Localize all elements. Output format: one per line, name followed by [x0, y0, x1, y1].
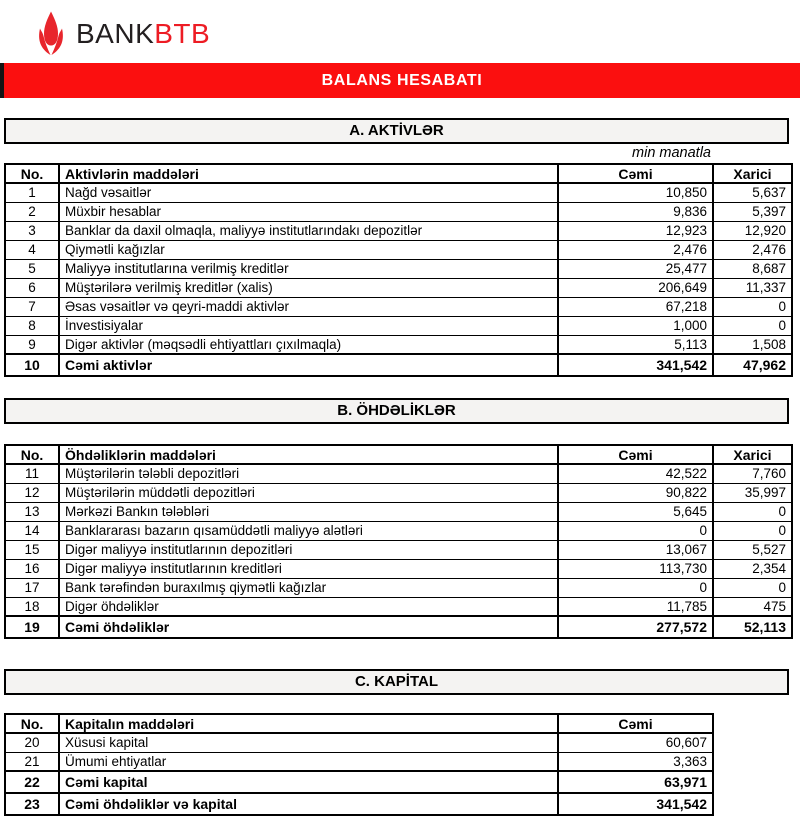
row-number: 11	[5, 464, 59, 483]
row-foreign-value: 0	[713, 316, 792, 335]
table-row-total-assets	[5, 354, 792, 376]
liabilities-table	[4, 444, 793, 639]
table-row	[5, 183, 792, 202]
row-label: Cəmi kapital	[59, 771, 558, 793]
row-foreign-value: 0	[713, 578, 792, 597]
row-total-value: 0	[558, 578, 713, 597]
row-label: Cəmi aktivlər	[59, 354, 558, 376]
row-label: Mərkəzi Bankın tələbləri	[59, 502, 558, 521]
row-total-value: 113,730	[558, 559, 713, 578]
row-label: Müştərilərin müddətli depozitləri	[59, 483, 558, 502]
row-total-value: 11,785	[558, 597, 713, 616]
row-foreign-value: 35,997	[713, 483, 792, 502]
row-foreign-value: 475	[713, 597, 792, 616]
row-number: 17	[5, 578, 59, 597]
row-number: 6	[5, 278, 59, 297]
row-number: 4	[5, 240, 59, 259]
col-items: Aktivlərin maddələri	[59, 164, 558, 183]
section-a-header: A. AKTİVLƏR	[4, 118, 789, 144]
row-number: 19	[5, 616, 59, 638]
row-foreign-value: 52,113	[713, 616, 792, 638]
row-foreign-value: 0	[713, 521, 792, 540]
row-total-value: 2,476	[558, 240, 713, 259]
row-label: Cəmi öhdəliklər	[59, 616, 558, 638]
row-number: 12	[5, 483, 59, 502]
row-total-value: 67,218	[558, 297, 713, 316]
row-foreign-value: 2,476	[713, 240, 792, 259]
table-row	[5, 278, 792, 297]
row-label: Nağd vəsaitlər	[59, 183, 558, 202]
table-row	[5, 597, 792, 616]
table-row	[5, 559, 792, 578]
row-number: 18	[5, 597, 59, 616]
capital-table-header	[5, 714, 713, 733]
row-number: 10	[5, 354, 59, 376]
table-row	[5, 733, 713, 752]
table-row	[5, 521, 792, 540]
row-label: Ümumi ehtiyatlar	[59, 752, 558, 771]
row-number: 14	[5, 521, 59, 540]
row-number: 1	[5, 183, 59, 202]
row-total-value: 341,542	[558, 354, 713, 376]
row-number: 5	[5, 259, 59, 278]
row-total-value: 13,067	[558, 540, 713, 559]
table-row	[5, 578, 792, 597]
col-total: Cəmi	[558, 164, 713, 183]
row-label: Digər maliyyə institutlarının kreditləri	[59, 559, 558, 578]
col-no: No.	[5, 445, 59, 464]
col-items: Kapitalın maddələri	[59, 714, 558, 733]
table-row	[5, 202, 792, 221]
bank-name	[76, 17, 211, 49]
bank-name-red: BTB	[154, 17, 211, 49]
assets-table	[4, 163, 793, 377]
row-label: İnvestisiyalar	[59, 316, 558, 335]
table-row-total-liabilities-and-capital	[5, 793, 713, 815]
col-foreign: Xarici	[713, 445, 792, 464]
col-total: Cəmi	[558, 445, 713, 464]
liabilities-table-header	[5, 445, 792, 464]
flame-icon	[36, 9, 66, 57]
table-row	[5, 240, 792, 259]
row-label: Banklararası bazarın qısamüddətli maliyyə alətləri	[59, 521, 558, 540]
report-title-banner	[0, 63, 800, 98]
table-row	[5, 752, 713, 771]
row-number: 23	[5, 793, 59, 815]
row-total-value: 3,363	[558, 752, 713, 771]
capital-table	[4, 713, 714, 816]
row-label: Qiymətli kağızlar	[59, 240, 558, 259]
row-total-value: 277,572	[558, 616, 713, 638]
table-row-total-liabilities	[5, 616, 792, 638]
units-note: min manatla	[632, 145, 711, 161]
row-total-value: 63,971	[558, 771, 713, 793]
row-label: Müştərilərə verilmiş kreditlər (xalis)	[59, 278, 558, 297]
table-row	[5, 502, 792, 521]
row-total-value: 9,836	[558, 202, 713, 221]
row-total-value: 5,113	[558, 335, 713, 354]
row-total-value: 1,000	[558, 316, 713, 335]
row-total-value: 60,607	[558, 733, 713, 752]
row-label: Müştərilərin tələbli depozitləri	[59, 464, 558, 483]
row-total-value: 206,649	[558, 278, 713, 297]
col-items: Öhdəliklərin maddələri	[59, 445, 558, 464]
row-foreign-value: 47,962	[713, 354, 792, 376]
row-number: 22	[5, 771, 59, 793]
col-total: Cəmi	[558, 714, 713, 733]
bank-logo	[0, 0, 800, 63]
row-number: 15	[5, 540, 59, 559]
row-label: Maliyyə institutlarına verilmiş kreditlər	[59, 259, 558, 278]
row-number: 8	[5, 316, 59, 335]
row-label: Digər aktivlər (məqsədli ehtiyattları çıxılmaqla)	[59, 335, 558, 354]
row-number: 9	[5, 335, 59, 354]
section-c-header: C. KAPİTAL	[4, 669, 789, 695]
row-total-value: 42,522	[558, 464, 713, 483]
row-total-value: 341,542	[558, 793, 713, 815]
bank-name-dark: BANK	[76, 17, 155, 49]
row-foreign-value: 0	[713, 297, 792, 316]
row-number: 20	[5, 733, 59, 752]
col-foreign: Xarici	[713, 164, 792, 183]
row-total-value: 5,645	[558, 502, 713, 521]
row-number: 3	[5, 221, 59, 240]
row-number: 16	[5, 559, 59, 578]
row-foreign-value: 7,760	[713, 464, 792, 483]
row-total-value: 0	[558, 521, 713, 540]
row-label: Cəmi öhdəliklər və kapital	[59, 793, 558, 815]
table-row	[5, 221, 792, 240]
row-foreign-value: 12,920	[713, 221, 792, 240]
row-foreign-value: 2,354	[713, 559, 792, 578]
table-row	[5, 259, 792, 278]
table-row	[5, 297, 792, 316]
row-foreign-value: 5,397	[713, 202, 792, 221]
row-number: 2	[5, 202, 59, 221]
assets-table-header	[5, 164, 792, 183]
row-label: Bank tərəfindən buraxılmış qiymətli kağızlar	[59, 578, 558, 597]
row-foreign-value: 11,337	[713, 278, 792, 297]
row-total-value: 10,850	[558, 183, 713, 202]
table-row	[5, 540, 792, 559]
row-total-value: 90,822	[558, 483, 713, 502]
table-row	[5, 335, 792, 354]
table-row	[5, 464, 792, 483]
row-label: Banklar da daxil olmaqla, maliyyə institutlarındakı depozitlər	[59, 221, 558, 240]
table-row-total-capital	[5, 771, 713, 793]
row-foreign-value: 1,508	[713, 335, 792, 354]
row-label: Digər maliyyə institutlarının depozitləri	[59, 540, 558, 559]
row-foreign-value: 5,637	[713, 183, 792, 202]
row-label: Müxbir hesablar	[59, 202, 558, 221]
col-no: No.	[5, 164, 59, 183]
row-number: 13	[5, 502, 59, 521]
table-row	[5, 316, 792, 335]
row-label: Xüsusi kapital	[59, 733, 558, 752]
row-label: Digər öhdəliklər	[59, 597, 558, 616]
row-foreign-value: 8,687	[713, 259, 792, 278]
table-row	[5, 483, 792, 502]
row-number: 7	[5, 297, 59, 316]
row-total-value: 25,477	[558, 259, 713, 278]
col-no: No.	[5, 714, 59, 733]
row-foreign-value: 5,527	[713, 540, 792, 559]
section-b-header: B. ÖHDƏLİKLƏR	[4, 398, 789, 424]
report-title: BALANS HESABATI	[321, 71, 483, 89]
row-number: 21	[5, 752, 59, 771]
row-foreign-value: 0	[713, 502, 792, 521]
row-total-value: 12,923	[558, 221, 713, 240]
row-label: Əsas vəsaitlər və qeyri-maddi aktivlər	[59, 297, 558, 316]
